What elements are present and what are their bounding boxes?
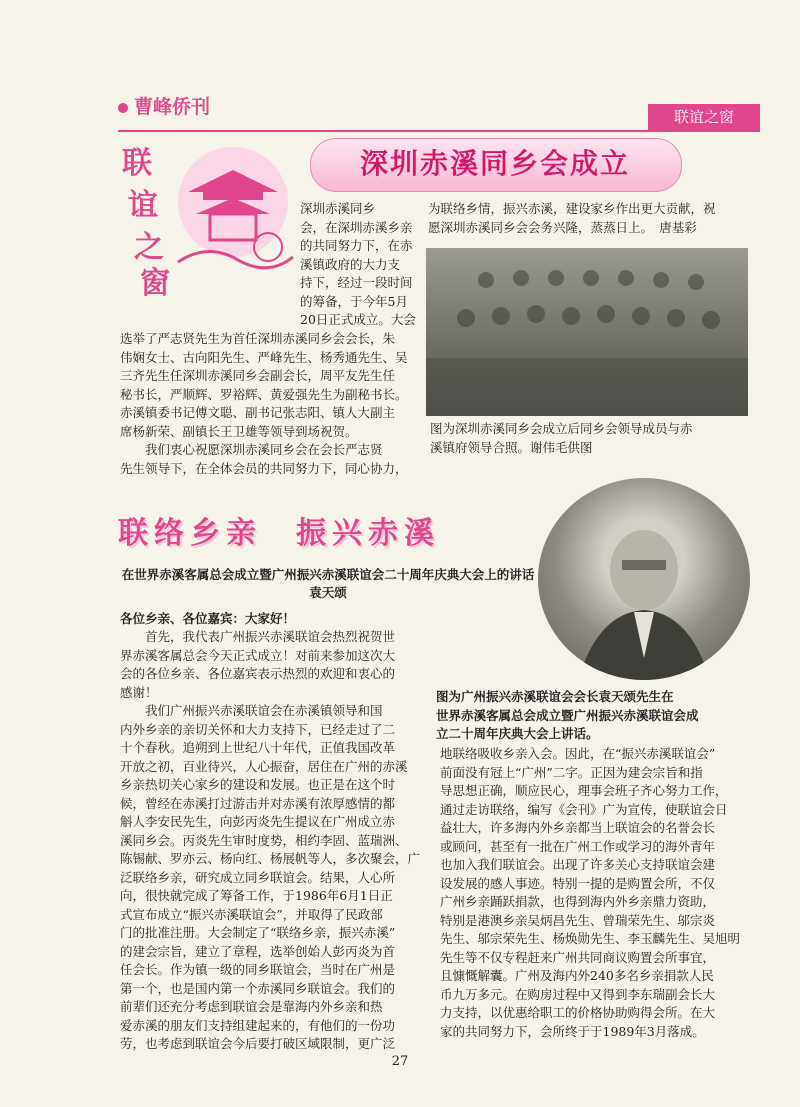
caption-line: 图为深圳赤溪同乡会成立后同乡会领导成员与赤 — [430, 421, 693, 436]
article1-intro — [300, 200, 418, 330]
text-line: 20日正式成立。大会 — [300, 312, 416, 327]
text-line: 首先，我代表广州振兴赤溪联谊会热烈祝贺世 — [120, 629, 396, 644]
section-tag: 联谊之窗 — [648, 104, 760, 130]
speaker-photo-caption — [436, 688, 752, 744]
text-line: 特别是港澳乡亲吴炳昌先生、曾瑞荣先生、邬宗炎 — [440, 912, 716, 928]
text-line: 的共同努力下，在赤 — [300, 238, 413, 253]
text-line: 家的共同努力下，会所终于于1989年3月落成。 — [440, 1023, 705, 1039]
text-line: 秘书长，严顺辉、罗裕辉、黄爱强先生为副秘书长。 — [120, 386, 408, 402]
page-number: 27 — [391, 1054, 409, 1069]
text-line: 我们衷心祝愿深圳赤溪同乡会在会长严志贤 — [120, 442, 383, 457]
article1-right-text — [428, 200, 750, 237]
text-line: 劳，也考虑到联谊会今后要打破区域限制，更广泛 — [120, 1036, 396, 1051]
text-line: 陈锡献、罗亦云、杨向红、杨展帆等人，多次聚会，广 — [120, 851, 421, 866]
speech-greeting: 各位乡亲、各位嘉宾：大家好！ — [120, 611, 296, 626]
text-line: 先生、邬宗荣先生、杨焕勋先生、李玉麟先生、吴旭明 — [440, 931, 741, 946]
text-line: 爱赤溪的朋友们支持组建起来的，有他们的一份功 — [120, 1017, 396, 1033]
text-line: 候，曾经在赤溪打过游击并对赤溪有浓厚感情的都 — [120, 795, 396, 811]
text-line: 持下，经过一段时间 — [300, 275, 413, 290]
text-line: 深圳赤溪同乡 — [300, 201, 376, 216]
text-line: 会的各位乡亲、各位嘉宾表示热烈的欢迎和衷心的 — [120, 666, 396, 681]
text-line: 伟娴女士、古向阳先生、严峰先生、杨秀通先生、吴 — [120, 349, 408, 365]
text-line: 门的批准注册。大会制定了“联络乡亲，振兴赤溪” — [120, 925, 396, 940]
text-line: 益壮大，许多海内外乡亲都当上联谊会的名誉会长 — [440, 820, 716, 835]
group-photo — [426, 248, 748, 416]
text-line: 感谢！ — [120, 684, 158, 700]
text-line: 泛联络乡亲，研究成立同乡联谊会。结果，人心所 — [120, 869, 396, 885]
text-line: 席杨新荣、副镇长王卫雄等领导到场祝贺。 — [120, 423, 358, 439]
article1-title: 深圳赤溪同乡会成立 — [359, 147, 630, 180]
emblem-char-3: 之 — [134, 230, 164, 265]
text-line: 三齐先生任深圳赤溪同乡会副会长，周平友先生任 — [120, 368, 396, 383]
group-photo-caption — [430, 420, 750, 457]
speaker-photo — [538, 478, 750, 680]
text-line: 十个春秋。追朔到上世纪八十年代，正值我国改革 — [120, 740, 396, 755]
text-line: 通过走访联络，编写《会刊》广为宣传，使联谊会日 — [440, 801, 728, 817]
text-line: 币九万多元。在购房过程中又得到李东瑞副会长大 — [440, 986, 716, 1002]
text-line: 地联络吸收乡亲入会。因此，在“振兴赤溪联谊会” — [440, 746, 716, 761]
text-line: 赤溪镇委书记傅文聪、副书记张志阳、镇人大副主 — [120, 405, 396, 420]
text-line: 向，很快就完成了筹备工作，于1986年6月1日正 — [120, 888, 393, 903]
text-line: 也加入我们联谊会。出现了许多关心支持联谊会建 — [440, 857, 716, 872]
emblem-char-4: 窗 — [140, 266, 170, 301]
text-line: 力支持，以优惠给职工的价格协助购得会所。在大 — [440, 1005, 716, 1020]
text-line: 式宣布成立“振兴赤溪联谊会”，并取得了民政部 — [120, 906, 383, 922]
publication-name — [118, 92, 210, 119]
speech-subtitle: 在世界赤溪客属总会成立暨广州振兴赤溪联谊会二十周年庆典大会上的讲话 — [121, 567, 535, 582]
emblem-char-2: 谊 — [128, 188, 158, 223]
group-people-icon — [426, 248, 748, 416]
caption-line: 溪镇府领导合照。谢伟毛供图 — [430, 439, 593, 455]
speaker-portrait-icon — [538, 478, 750, 680]
text-line: 前辈们还充分考虑到联谊会是靠海内外乡亲和热 — [120, 999, 383, 1014]
text-line: 的筹备，于今年5月 — [300, 293, 408, 309]
text-line: 为联络乡情，振兴赤溪，建设家乡作出更大贡献，祝 — [428, 201, 716, 216]
speech-right-column — [440, 745, 750, 1041]
article2-title — [118, 508, 538, 552]
text-line: 会，在深圳赤溪乡亲 — [300, 219, 413, 235]
text-line: 斛人李安民先生，向彭丙炎先生提议在广州成立赤 — [120, 814, 396, 829]
text-line: 的建会宗旨，建立了章程，选举创始人彭丙炎为首 — [120, 943, 396, 959]
text-line: 乡亲热切关心家乡的建设和发展。也正是在这个时 — [120, 777, 396, 792]
text-line: 且慷慨解囊。广州及海内外240多名乡亲捐款人民 — [440, 968, 714, 983]
text-line: 界赤溪客属总会今天正式成立！对前来参加这次大 — [120, 647, 396, 663]
text-line: 设发展的感人事迹。特别一提的是购置会所，不仅 — [440, 875, 716, 891]
caption-line: 图为广州振兴赤溪联谊会会长袁天颂先生在 — [436, 689, 674, 704]
text-line: 我们广州振兴赤溪联谊会在赤溪镇领导和国 — [120, 703, 383, 718]
text-line: 内外乡亲的亲切关怀和大力支持下，已经走过了二 — [120, 721, 396, 737]
text-line: 愿深圳赤溪同乡会会务兴隆，蒸蒸日上。 唐基彩 — [428, 219, 697, 235]
article1-body — [120, 330, 420, 478]
text-line: 任会长。作为镇一级的同乡联谊会，当时在广州是 — [120, 962, 396, 977]
publication-label: 曹峰侨刊 — [134, 96, 211, 118]
text-line: 或顾问，甚至有一批在广州工作或学习的海外青年 — [440, 838, 716, 854]
text-line: 前面没有冠上“广州”二字。正因为建会宗旨和指 — [440, 764, 703, 780]
speech-author: 袁天颂 — [309, 585, 347, 600]
text-line: 先生等不仅专程赶来广州共同商议购置会所事宜， — [440, 949, 716, 965]
title-part-a: 联络乡亲 — [118, 516, 262, 551]
caption-line: 世界赤溪客属总会成立暨广州振兴赤溪联谊会成 — [436, 707, 699, 723]
title-part-b: 振兴赤溪 — [296, 516, 440, 551]
text-line: 溪同乡会。丙炎先生审时度势，相约李固、蓝瑞洲、 — [120, 832, 408, 848]
text-line: 第一个，也是国内第一个赤溪同乡联谊会。我们的 — [120, 980, 396, 996]
text-line: 开放之初，百业待兴，人心振奋，居住在广州的赤溪 — [120, 758, 408, 774]
text-line: 溪镇政府的大力支 — [300, 256, 401, 272]
speech-left-column — [120, 628, 426, 1054]
bullet-dot-icon — [118, 103, 128, 113]
text-line: 广州乡亲踊跃捐款，也得到海内外乡亲鼎力资助， — [440, 894, 716, 909]
text-line: 选举了严志贤先生为首任深圳赤溪同乡会会长，朱 — [120, 331, 396, 346]
text-line: 导思想正确，顺应民心，理事会班子齐心努力工作， — [440, 783, 728, 798]
caption-line: 立二十周年庆典大会上讲话。 — [436, 726, 599, 741]
text-line: 先生领导下，在全体会员的共同努力下，同心协力， — [120, 460, 408, 476]
section-emblem — [118, 132, 298, 302]
emblem-char-1: 联 — [122, 146, 152, 181]
